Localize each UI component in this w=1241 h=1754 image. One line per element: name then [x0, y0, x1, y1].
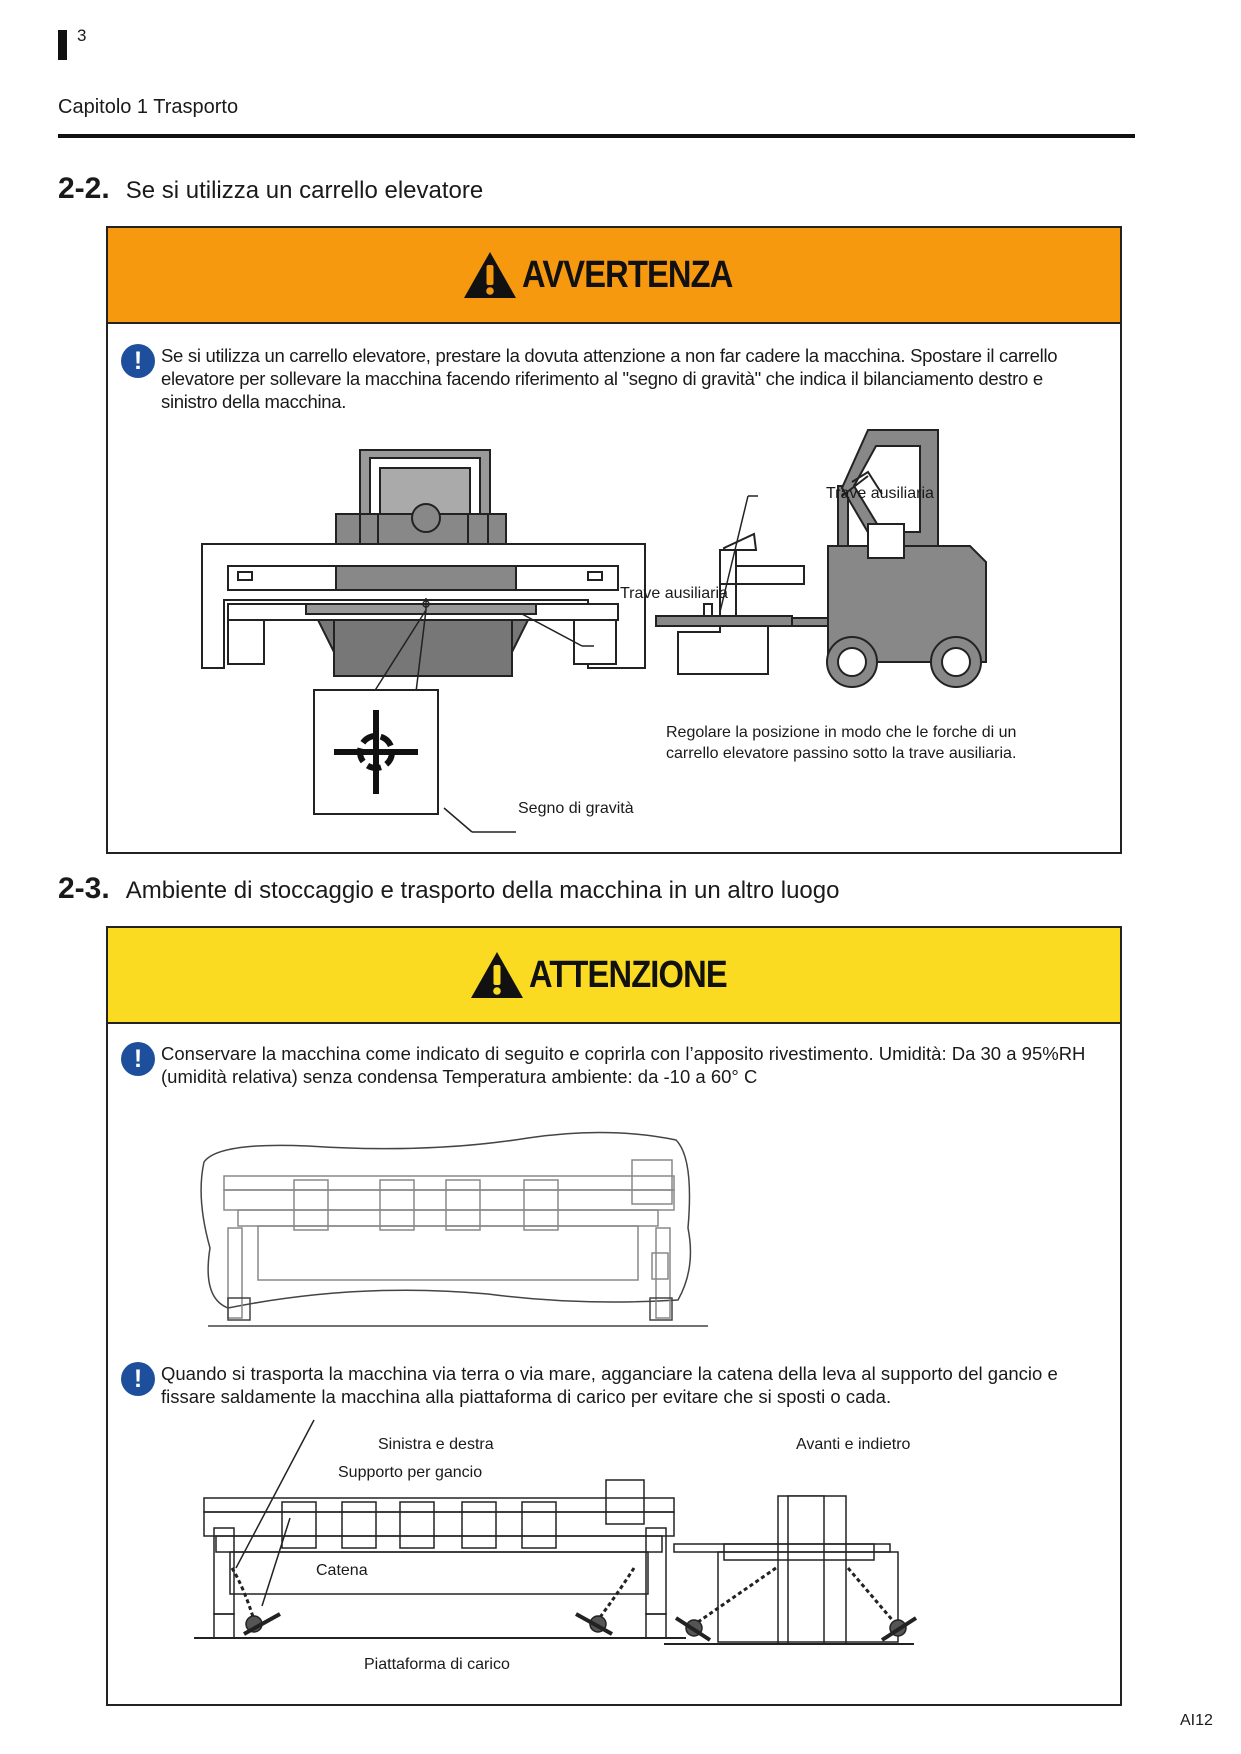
transport-illustration	[108, 928, 1120, 1698]
label-avanti-indietro: Avanti e indietro	[796, 1436, 911, 1453]
section-heading-2-3	[58, 872, 839, 906]
machine-front-view	[202, 450, 645, 676]
caution-banner-label: ATTENZIONE	[529, 953, 727, 996]
label-trave-side: Trave ausiliaria	[826, 485, 934, 502]
machine-left-right-view	[194, 1480, 686, 1638]
exclamation-icon: !	[121, 344, 155, 378]
label-piattaforma: Piattaforma di carico	[364, 1656, 510, 1673]
chapter-title: Capitolo 1 Trasporto	[58, 96, 239, 118]
label-regolare: Regolare la posizione in modo che le forche di un carrello elevatore passino sotto la trave ausiliaria.	[666, 724, 1017, 762]
warning-banner-label: AVVERTENZA	[521, 253, 733, 296]
caution-box	[106, 926, 1122, 1706]
caution-note-transport-text: Quando si trasporta la macchina via terra o via mare, agganciare la catena della leva al supporto del gancio e fissare saldamente la macchina alla piattaforma di carico per evitare che si sposti o cada.	[161, 1363, 1058, 1407]
label-sinistra-destra: Sinistra e destra	[378, 1436, 494, 1453]
section-title: Ambiente di stoccaggio e trasporto della macchina in un altro luogo	[125, 877, 840, 904]
document-code: AI12	[1180, 1712, 1213, 1729]
label-segno-gravita: Segno di gravità	[518, 800, 634, 817]
exclamation-icon: !	[121, 1042, 155, 1076]
warning-note-text: Se si utilizza un carrello elevatore, prestare la dovuta attenzione a non far cadere la macchina. Spostare il carrello elevatore per sollevare la macchina facendo riferimento al "segno di gravità" che indica il bilanciamento destro e sinistro della macchina.	[161, 345, 1058, 412]
exclamation-icon: !	[121, 1362, 155, 1396]
covered-machine	[201, 1132, 708, 1326]
section-heading-2-2	[58, 172, 483, 206]
forklift-side-view	[656, 430, 986, 687]
section-number: 2-3.	[58, 872, 110, 905]
header-rule	[58, 134, 1135, 138]
section-title: Se si utilizza un carrello elevatore	[125, 177, 484, 204]
machine-front-back-view	[664, 1496, 916, 1644]
caution-note-storage-text: Conservare la macchina come indicato di seguito e coprirla con l’apposito rivestimento. Umidità: Da 30 a 95%RH (umidità relativa) senza condensa Temperatura ambiente: da -10 a 60° C	[161, 1043, 1086, 1087]
label-supporto-gancio: Supporto per gancio	[338, 1464, 483, 1481]
gravity-mark-zoom	[314, 690, 438, 814]
section-number: 2-2.	[58, 172, 110, 205]
page-number: 3	[77, 26, 87, 45]
label-catena: Catena	[316, 1562, 368, 1579]
page-marker	[58, 30, 67, 60]
label-trave-front: Trave ausiliaria	[620, 585, 728, 602]
warning-box	[106, 226, 1122, 854]
